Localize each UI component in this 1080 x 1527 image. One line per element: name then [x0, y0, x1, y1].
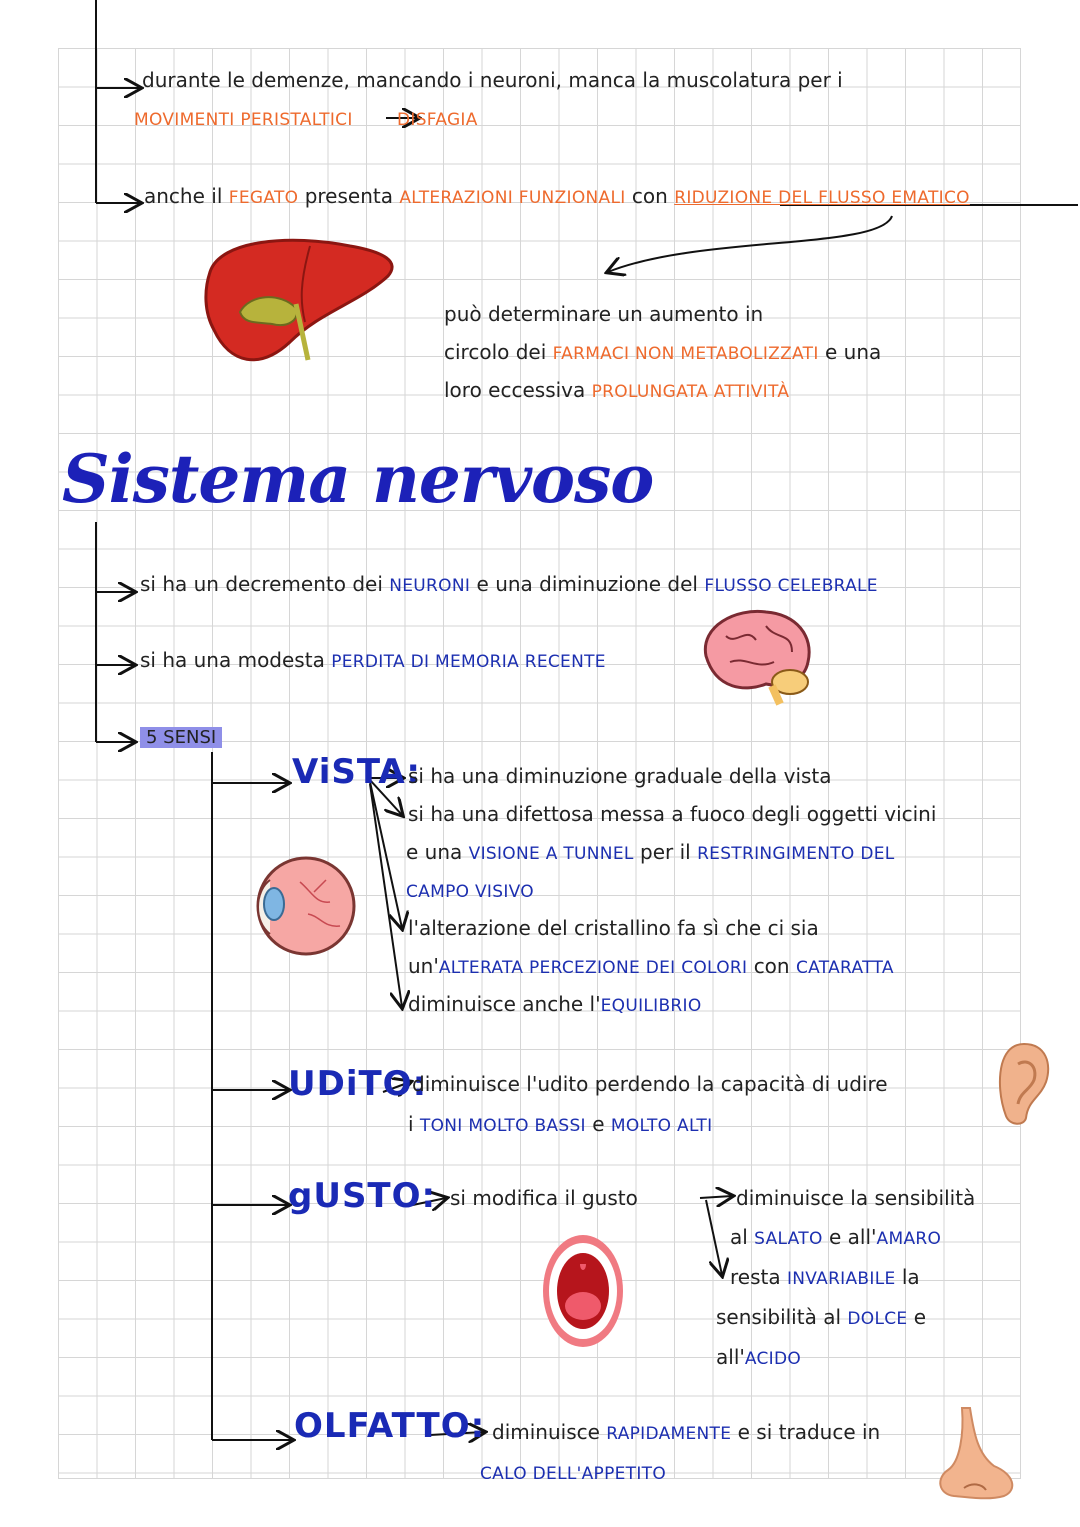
gusto-r4: sensibilità al DOLCE e — [716, 1305, 927, 1329]
gusto-r5: all'ACIDO — [716, 1345, 802, 1369]
vista-l4: CAMPO VISIVO — [406, 882, 534, 902]
liver-icon — [200, 232, 400, 372]
gusto-l1: si modifica il gusto — [450, 1186, 638, 1210]
liver-note-l3: loro eccessiva PROLUNGATA ATTIVITÀ — [444, 378, 790, 402]
olfatto-label: OLFATTO: — [294, 1406, 486, 1446]
udito-label: UDiTO: — [288, 1064, 428, 1104]
vista-l2: si ha una difettosa messa a fuoco degli oggetti vicini — [408, 802, 937, 826]
intro-line1-text: durante le demenze, mancando i neuroni, manca la muscolatura per i — [142, 68, 843, 92]
olfatto-l1: diminuisce RAPIDAMENTE e si traduce in — [492, 1420, 881, 1444]
liver-note-l1: può determinare un aumento in — [444, 302, 764, 326]
vista-l7: diminuisce anche l'EQUILIBRIO — [408, 992, 702, 1016]
gusto-label: gUSTO: — [288, 1176, 437, 1216]
ear-icon — [994, 1040, 1054, 1126]
item-5-sensi: 5 SENSI — [140, 724, 222, 750]
intro-line2: anche il FEGATO presenta ALTERAZIONI FUNZIONALI con RIDUZIONE DEL FLUSSO EMATICO — [144, 184, 970, 208]
item-memoria: si ha una modesta PERDITA DI MEMORIA RECENTE — [140, 648, 606, 672]
peristaltic-movements: MOVIMENTI PERISTALTICI — [134, 110, 353, 130]
nose-icon — [934, 1404, 1026, 1500]
vista-l1: si ha una diminuzione graduale della vista — [408, 764, 832, 788]
mouth-icon — [540, 1232, 626, 1350]
vista-l5: l'alterazione del cristallino fa sì che ci sia — [408, 916, 819, 940]
gusto-r3: resta INVARIABILE la — [730, 1265, 920, 1289]
liver-note-l2: circolo dei FARMACI NON METABOLIZZATI e una — [444, 340, 882, 364]
intro-line1-cont — [134, 106, 478, 132]
vista-label: ViSTA: — [292, 752, 421, 792]
dysphagia: DISFAGIA — [397, 110, 478, 130]
gusto-r2: al SALATO e all'AMARO — [730, 1225, 942, 1249]
item-neuroni: si ha un decremento dei NEURONI e una diminuzione del FLUSSO CELEBRALE — [140, 572, 878, 596]
liver-word: FEGATO — [228, 188, 299, 208]
intro-line1 — [142, 68, 843, 92]
eye-icon — [250, 852, 358, 960]
vista-l3: e una VISIONE A TUNNEL per il RESTRINGIMENTO DEL — [406, 840, 895, 864]
section-title: Sistema nervoso — [62, 440, 654, 518]
udito-l2: i TONI MOLTO BASSI e MOLTO ALTI — [408, 1112, 713, 1136]
udito-l1: diminuisce l'udito perdendo la capacità di udire — [412, 1072, 888, 1096]
brain-icon — [696, 606, 816, 708]
vista-l6: un'ALTERATA PERCEZIONE DEI COLORI con CATARATTA — [408, 954, 894, 978]
olfatto-l2: CALO DELL'APPETITO — [480, 1464, 667, 1484]
gusto-r1: diminuisce la sensibilità — [736, 1186, 976, 1210]
